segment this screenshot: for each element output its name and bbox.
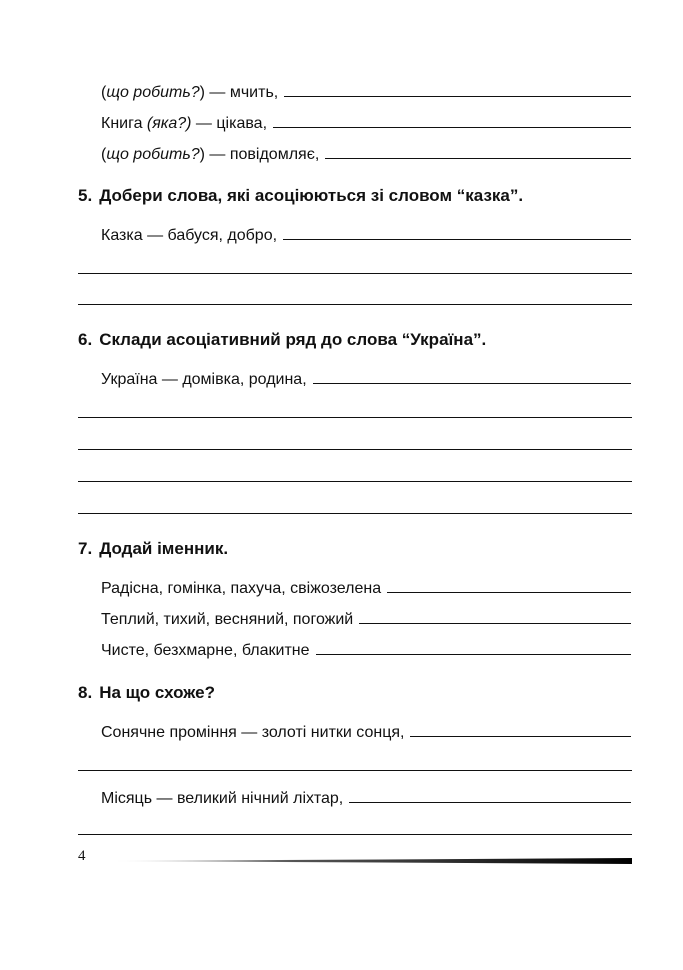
task-7-line-3: Чисте, безхмарне, блакитне [101, 642, 631, 660]
answer-line[interactable] [359, 622, 631, 624]
task-8-line-1: Сонячне проміння — золоті нитки сонця, [101, 724, 631, 742]
item-text: (що робить?) — повідомляє, [101, 146, 320, 163]
answer-line[interactable] [78, 304, 632, 305]
answer-line[interactable] [316, 653, 631, 655]
answer-line[interactable] [410, 735, 631, 737]
answer-line[interactable] [78, 513, 632, 514]
task-5-prompt: Казка — бабуся, добро, [101, 227, 631, 245]
task-7-heading: 7. Додай іменник. [78, 539, 229, 558]
task-7-line-1: Радісна, гомінка, пахуча, свіжозелена [101, 580, 631, 598]
top-item-1 [101, 84, 631, 102]
answer-line[interactable] [78, 273, 632, 274]
answer-line[interactable] [78, 834, 632, 835]
answer-line[interactable] [313, 382, 631, 384]
answer-line[interactable] [325, 157, 631, 159]
answer-line[interactable] [78, 770, 632, 771]
answer-line[interactable] [78, 417, 632, 418]
top-item-3 [101, 146, 631, 164]
answer-line[interactable] [387, 591, 631, 593]
item-text: (що робить?) — мчить, [101, 84, 279, 101]
task-8-line-2: Місяць — великий нічний ліхтар, [101, 790, 631, 808]
answer-line[interactable] [283, 238, 631, 240]
page-number: 4 [78, 848, 86, 864]
answer-line[interactable] [78, 481, 632, 482]
task-5-heading: 5. Добери слова, які асоціюються зі словом “казка”. [78, 186, 524, 205]
answer-line[interactable] [273, 126, 631, 128]
task-7-line-2: Теплий, тихий, весняний, погожий [101, 611, 631, 629]
item-text: Книга (яка?) — цікава, [101, 115, 268, 132]
answer-line[interactable] [78, 449, 632, 450]
task-8-heading: 8. На що схоже? [78, 683, 215, 702]
answer-line[interactable] [349, 801, 631, 803]
answer-line[interactable] [284, 95, 631, 97]
top-item-2 [101, 115, 631, 133]
task-6-prompt: Україна — домівка, родина, [101, 371, 631, 389]
task-6-heading: 6. Склади асоціативний ряд до слова “Україна”. [78, 330, 487, 349]
footer-rule [112, 856, 632, 866]
